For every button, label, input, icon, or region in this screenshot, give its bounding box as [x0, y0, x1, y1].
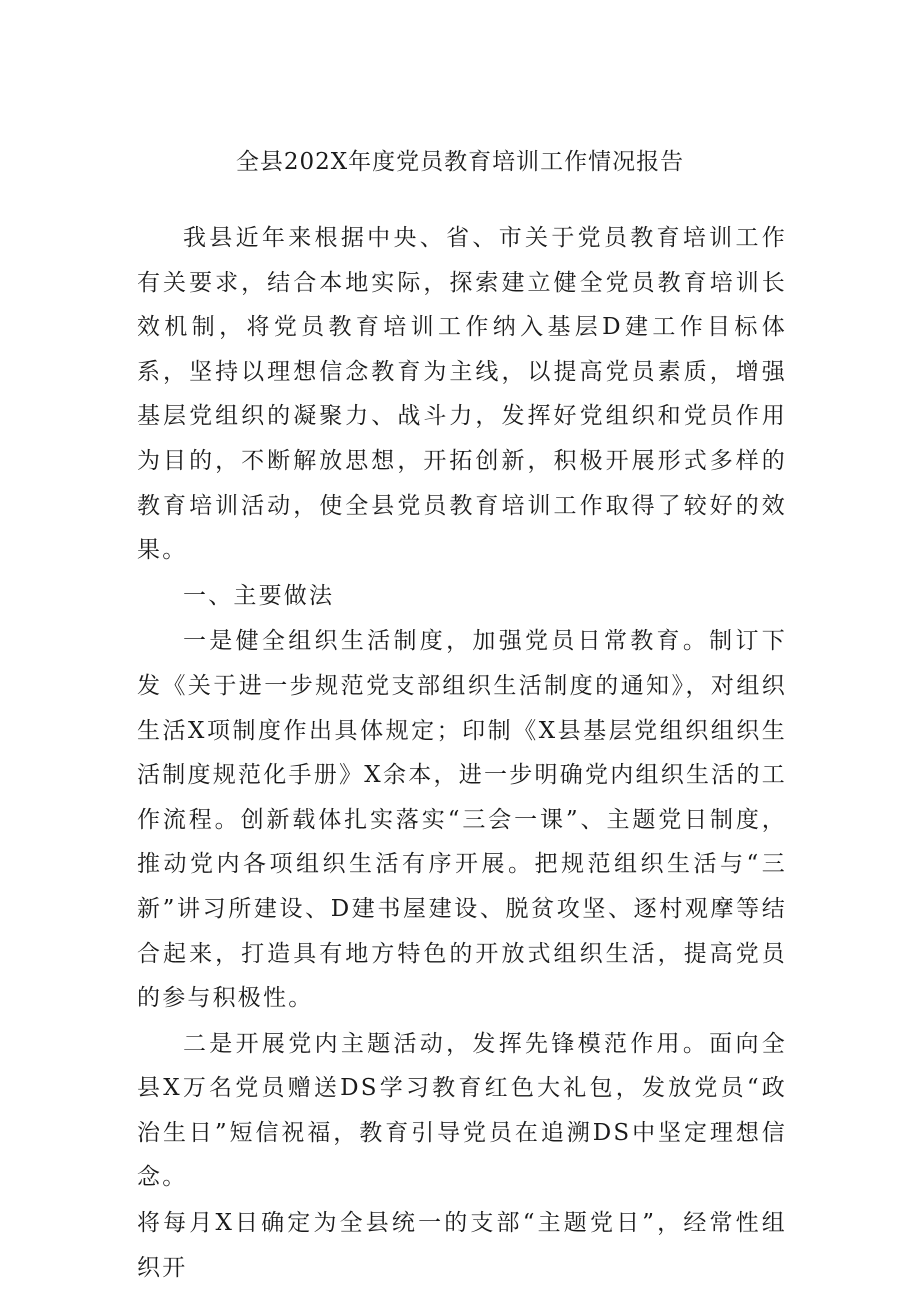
- document-body: [137, 216, 787, 1290]
- section-heading-main-practices: 一、主要做法: [183, 582, 335, 609]
- paragraph-theme-activities: 二是开展党内主题活动，发挥先锋模范作用。面向全县X万名党员赠送DS学习教育红色大礼包，发放党员“政治生日”短信祝福，教育引导党员在追溯DS中坚定理想信念。: [137, 1030, 787, 1191]
- page-title: 全县202X年度党员教育培训工作情况报告: [235, 149, 685, 175]
- paragraph-theme-party-day: 将每月X日确定为全县统一的支部“主题党日”，经常性组织开: [137, 1210, 787, 1281]
- paragraph-organization-life: 一是健全组织生活制度，加强党员日常教育。制订下发《关于进一步规范党支部组织生活制度的通知》，对组织生活X项制度作出具体规定；印制《X县基层党组织组织生活制度规范化手册》X余本，进一步明确党内组织生活的工作流程。创新载体扎实落实“三会一课”、主题党日制度，推动党内各项组织生活有序开展。把规范组织生活与“三新”讲习所建设、D建书屋建设、脱贫攻坚、逐村观摩等结合起来，打造具有地方特色的开放式组织生活，提高党员的参与积极性。: [137, 628, 787, 1012]
- paragraph-intro: 我县近年来根据中央、省、市关于党员教育培训工作有关要求，结合本地实际，探索建立健全党员教育培训长效机制，将党员教育培训工作纳入基层D建工作目标体系，坚持以理想信念教育为主线，以提高党员素质，增强基层党组织的凝聚力、战斗力，发挥好党组织和党员作用为目的，不断解放思想，开拓创新，积极开展形式多样的教育培训活动，使全县党员教育培训工作取得了较好的效果。: [137, 225, 787, 564]
